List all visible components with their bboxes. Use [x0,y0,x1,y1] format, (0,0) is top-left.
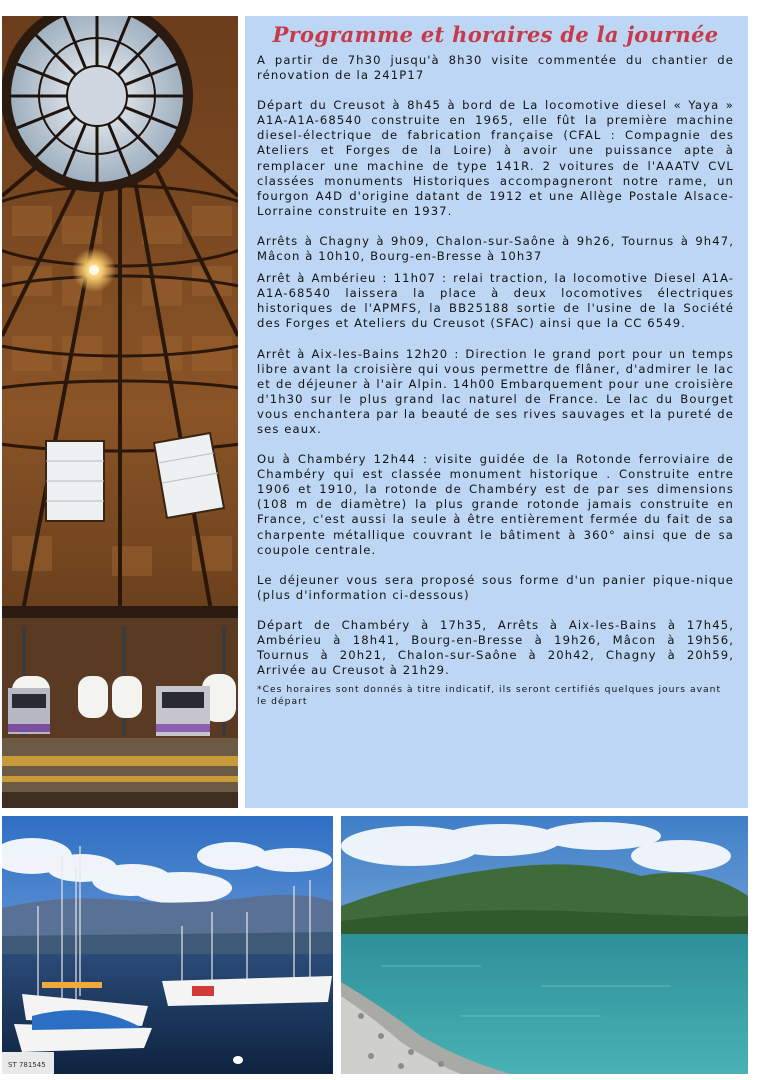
paragraph-amberieu: Arrêt à Ambérieu : 11h07 : relai traction, la locomotive Diesel A1A-A1A-68540 laissera la place à deux locomotives électriques historiques de l'APMFS, la BB25188 sortie de l'usine de la Société des Forges et Ateliers du Creusot (SFAC) ainsi que la CC 6549. [257,271,734,331]
lake-photo [341,816,748,1074]
boat-registration: ST 781545 [8,1061,46,1069]
paragraph-chambery: Ou à Chambéry 12h44 : visite guidée de la Rotonde ferroviaire de Chambéry qui est classée monument historique . Construite entre 1906 et 1910, la rotonde de Chambéry est de par ses dimensions (108 m de diamètre) la plus grande rotonde jamais construite en France, c'est aussi la seule à être entièrement fermée du fait de sa charpente métallique couvrant le bâtiment à 360° ainsi que de sa coupole centrale. [257,452,734,557]
paragraph-retour: Départ de Chambéry à 17h35, Arrêts à Aix-les-Bains à 17h45, Ambérieu à 18h41, Bourg-en-Bresse à 19h26, Mâcon à 19h56, Tournus à 20h21, Chalon-sur-Saône à 20h42, Chagny à 20h59, Arrivée au Creusot à 21h29. [257,617,734,678]
page-title: Programme et horaires de la journée [272,22,719,47]
paragraph-depart: Départ du Creusot à 8h45 à bord de La locomotive diesel « Yaya » A1A-A1A-68540 construite en 1965, elle fût la première machine diesel-électrique de fabrication française (CFAL : Compagnie des Ateliers et Forges de la Loire) à avoir une puissance apte à remplacer une machine de type 141R. 2 voitures de l'AAATV CVL classées monuments Historiques accompagneront notre rame, un fourgon A4D d'origine datant de 1912 et une Allège Postale Alsace-Lorraine construite en 1937. [257,98,734,218]
harbor-photo [2,816,333,1074]
rotonde-photo [2,16,238,808]
paragraph-arrets: Arrêts à Chagny à 9h09, Chalon-sur-Saône à 9h26, Tournus à 9h47, Mâcon à 10h10, Bourg-en-Bresse à 10h37 [257,233,734,264]
paragraph-dejeuner: Le déjeuner vous sera proposé sous forme d'un panier pique-nique (plus d'information ci-dessous) [257,572,734,602]
paragraph-aix: Arrêt à Aix-les-Bains 12h20 : Direction le grand port pour un temps libre avant la croisière qui vous permettre de flâner, d'admirer le lac et de déjeuner à l'air Alpin. 14h00 Embarquement pour une croisière d'1h30 sur le plus grand lac naturel de France. Le lac du Bourget vous enchantera par la beauté de ses rives sauvages et la pureté de ses eaux. [257,346,734,436]
programme-panel [245,16,748,808]
schedule-note: *Ces horaires sont donnés à titre indicatif, ils seront certifiés quelques jours avant le départ [257,684,722,707]
paragraph-visite: A partir de 7h30 jusqu'à 8h30 visite commentée du chantier de rénovation de la 241P17 [257,53,734,83]
